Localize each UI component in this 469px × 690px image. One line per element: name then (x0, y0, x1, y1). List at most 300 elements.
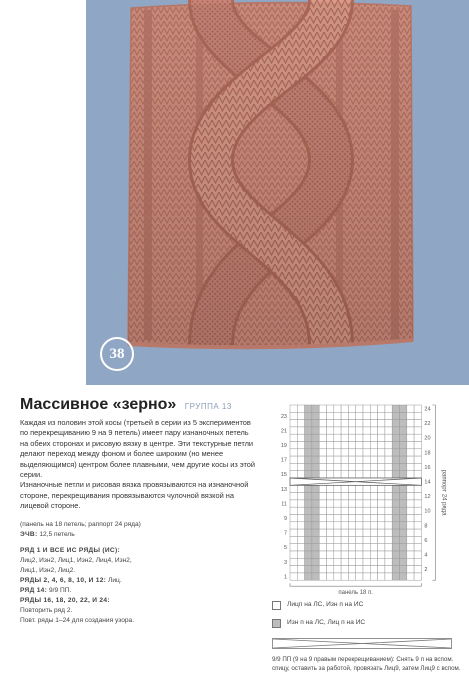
chart-cell (370, 485, 377, 492)
chart-cell (348, 529, 355, 536)
chart-cell (348, 485, 355, 492)
chart-cell (334, 522, 341, 529)
row-number-right: 18 (424, 450, 431, 457)
chart-cell (414, 544, 421, 551)
chart-cell (297, 412, 304, 419)
chart-cell (312, 463, 319, 470)
purl-symbol (272, 619, 281, 628)
chart-cell (305, 485, 312, 492)
chart-cell (341, 529, 348, 536)
chart-cell (356, 500, 363, 507)
chart-cell (400, 515, 407, 522)
row-number-right: 12 (424, 494, 431, 501)
chart-cell (327, 529, 334, 536)
chart-cell (385, 412, 392, 419)
chart-cell (334, 507, 341, 514)
chart-cell (290, 500, 297, 507)
chart-cell (348, 463, 355, 470)
chart-cell (385, 536, 392, 543)
chart-cell (378, 500, 385, 507)
chart-cell (341, 558, 348, 565)
chart-cell (348, 522, 355, 529)
chart-cell (385, 434, 392, 441)
chart-cell (341, 485, 348, 492)
chart-cell (305, 500, 312, 507)
chart-cell (392, 420, 399, 427)
chart-cell (363, 405, 370, 412)
cross-text: Снять 9 п на вспом. спицу, оставить за работой, провязать Лиц9, затем Лиц9 с вспом. (272, 656, 461, 672)
chart-cell (400, 456, 407, 463)
chart-cell (341, 551, 348, 558)
chart-cell (392, 536, 399, 543)
row-number-right: 8 (424, 523, 428, 530)
rows-odd-line: Лиц2, Изн2, Лиц1, Изн2, Лиц4, Изн2, (20, 557, 132, 564)
chart-cell (312, 420, 319, 427)
chart-cell (378, 420, 385, 427)
chart-cell (378, 493, 385, 500)
knit-symbol (272, 601, 281, 610)
chart-cell (312, 515, 319, 522)
row14-value: 9/9 ПП. (48, 587, 72, 594)
chart-cell (341, 536, 348, 543)
chart-cell (290, 515, 297, 522)
row-number-left: 9 (283, 516, 287, 522)
chart-cell (341, 463, 348, 470)
chart-cell (348, 566, 355, 573)
chart-cell (385, 507, 392, 514)
chart-cell (392, 493, 399, 500)
chart-cell (378, 566, 385, 573)
chart-cell (341, 420, 348, 427)
chart-cell (327, 566, 334, 573)
row-number-right: 6 (424, 537, 428, 544)
chart-cell (312, 536, 319, 543)
chart-cell (348, 536, 355, 543)
row14-line (20, 586, 260, 596)
chart-cell (319, 493, 326, 500)
chart-cell (319, 536, 326, 543)
chart-cell (297, 442, 304, 449)
chart-cell (348, 420, 355, 427)
row-number-right: 10 (424, 508, 431, 515)
chart-cell (378, 529, 385, 536)
chart-cell (392, 522, 399, 529)
chart-cell (392, 485, 399, 492)
chart-cell (400, 485, 407, 492)
chart-cell (370, 500, 377, 507)
chart-cell (341, 493, 348, 500)
row-number-right: 22 (424, 421, 431, 428)
chart-cell (312, 551, 319, 558)
chart-cell (297, 405, 304, 412)
chart-cell (407, 427, 414, 434)
chart-cell (385, 544, 392, 551)
chart-cell (363, 573, 370, 580)
chart-cell (378, 434, 385, 441)
chart-cell (378, 551, 385, 558)
description-paragraph: Изнаночные петли и рисовая вязка провязываются на изнаночной стороне, перекрещивания провязываются чулочной вязкой на лицевой стороне. (20, 480, 249, 511)
chart-cell (305, 412, 312, 419)
chart-cell (319, 456, 326, 463)
chart-cell (400, 449, 407, 456)
chart-cell (334, 558, 341, 565)
chart-cell (400, 529, 407, 536)
chart-cell (363, 463, 370, 470)
chart-cell (378, 515, 385, 522)
chart-cell (378, 507, 385, 514)
chart-cell (319, 485, 326, 492)
chart-cell (356, 485, 363, 492)
chart-cell (385, 493, 392, 500)
chart-cell (356, 558, 363, 565)
chart-cell (363, 456, 370, 463)
chart-cell (400, 551, 407, 558)
legend-purl-label: Изн п на ЛС, Лиц п на ИС (287, 619, 366, 626)
chart-cell (341, 456, 348, 463)
chart-cell (392, 507, 399, 514)
chart-cell (363, 507, 370, 514)
chart-cell (290, 485, 297, 492)
chart-cell (363, 471, 370, 478)
chart-cell (392, 500, 399, 507)
cross-symbol (272, 638, 452, 650)
pattern-title: Массивное «зерно» (20, 396, 177, 413)
chart-cell (356, 449, 363, 456)
chart-cell (392, 434, 399, 441)
chart-cell (334, 485, 341, 492)
chart-cell (305, 573, 312, 580)
chart-cell (297, 485, 304, 492)
chart-cell (392, 544, 399, 551)
chart-cell (341, 573, 348, 580)
chart-cell (392, 449, 399, 456)
chart-cell (312, 544, 319, 551)
chart-cell (356, 427, 363, 434)
chart-cell (385, 427, 392, 434)
chart-cell (341, 471, 348, 478)
chart-cell (370, 566, 377, 573)
chart-cell (305, 515, 312, 522)
chart-cell (407, 442, 414, 449)
chart-cell (327, 427, 334, 434)
cross-title: 9/9 ПП (9 на 9 правым перекрещиванием): (272, 656, 395, 663)
chart-cell (297, 500, 304, 507)
chart-cell (327, 420, 334, 427)
row-number-right: 14 (424, 479, 431, 486)
chart-cell (407, 449, 414, 456)
chart-cell (297, 536, 304, 543)
chart-cell (370, 522, 377, 529)
chart-cell (414, 536, 421, 543)
chart-cell (400, 500, 407, 507)
chart-cell (392, 405, 399, 412)
chart-cell (414, 566, 421, 573)
chart-cell (341, 449, 348, 456)
chart-cell (319, 551, 326, 558)
rows-even-line (20, 576, 260, 586)
gauge-line (20, 530, 260, 540)
chart-cell (392, 412, 399, 419)
chart-cell (297, 493, 304, 500)
chart-cell (378, 536, 385, 543)
chart-cell (363, 529, 370, 536)
chart-cell (348, 427, 355, 434)
chart-cell (348, 544, 355, 551)
chart-cell (407, 566, 414, 573)
chart-cell (305, 551, 312, 558)
chart-cell (356, 551, 363, 558)
chart-cell (392, 515, 399, 522)
chart-cell (290, 420, 297, 427)
gauge-value: 12,5 петель (39, 531, 75, 538)
chart-cell (370, 456, 377, 463)
chart-cell (414, 493, 421, 500)
chart-cell (400, 522, 407, 529)
chart-cell (363, 566, 370, 573)
chart-cell (385, 522, 392, 529)
chart-cell (400, 573, 407, 580)
chart-cell (356, 412, 363, 419)
chart-cell (356, 493, 363, 500)
chart-cell (341, 566, 348, 573)
chart-cell (400, 434, 407, 441)
row-number-left: 21 (280, 428, 287, 435)
chart-cell (414, 558, 421, 565)
description-paragraph: Каждая из половин этой косы (третьей в серии из 5 экспериментов по перекрещиванию 9 на 9 петель) имеет пару изнаночных петель на обеих сторонах и рисовую вязку в центре. Эти текстурные петли делают переход между фоном и более широким (но менее выделяющимся) центром более плавными, чем другие косы из этой серии. (20, 418, 256, 480)
chart-cell (334, 500, 341, 507)
chart-cell (334, 449, 341, 456)
chart-cell (327, 522, 334, 529)
chart-cell (305, 405, 312, 412)
chart-cell (378, 463, 385, 470)
chart-cell (348, 471, 355, 478)
pattern-description (20, 418, 258, 512)
legend-knit-label: Лицп на ЛС, Изн п на ИС (287, 601, 364, 608)
chart-cell (363, 551, 370, 558)
chart-cell (414, 442, 421, 449)
chart-cell (327, 507, 334, 514)
chart-cell (327, 558, 334, 565)
chart-cell (297, 507, 304, 514)
chart-cell (400, 420, 407, 427)
chart-cell (400, 558, 407, 565)
chart-cell (348, 573, 355, 580)
rows-last-value: Повторить ряд 2. (20, 607, 73, 614)
chart-left-labels (281, 414, 287, 581)
chart-cell (319, 566, 326, 573)
chart-cell (348, 558, 355, 565)
chart-cell (378, 544, 385, 551)
chart-cell (363, 485, 370, 492)
chart-cell (363, 449, 370, 456)
chart-cell (297, 456, 304, 463)
chart-cell (319, 558, 326, 565)
pattern-header (20, 396, 232, 414)
chart-cell (407, 456, 414, 463)
chart-cell (327, 551, 334, 558)
chart-cell (363, 442, 370, 449)
chart-cell (414, 507, 421, 514)
chart-cell (297, 529, 304, 536)
chart-cell (334, 420, 341, 427)
chart-cell (392, 427, 399, 434)
chart-cell (385, 471, 392, 478)
chart-cell (305, 522, 312, 529)
chart-cell (378, 442, 385, 449)
chart-cell (290, 529, 297, 536)
chart-cell (348, 507, 355, 514)
chart-cell (319, 405, 326, 412)
chart-cell (334, 471, 341, 478)
chart-cell (312, 412, 319, 419)
chart-cell (305, 420, 312, 427)
chart-cell (334, 442, 341, 449)
chart-cell (414, 449, 421, 456)
chart-cell (297, 471, 304, 478)
chart-cell (370, 412, 377, 419)
chart-cell (305, 442, 312, 449)
chart-cell (327, 515, 334, 522)
chart-cell (356, 507, 363, 514)
chart-cell (385, 485, 392, 492)
chart-cell (385, 442, 392, 449)
chart-cell (414, 515, 421, 522)
chart-cell (356, 420, 363, 427)
chart-cell (400, 405, 407, 412)
chart-cell (407, 463, 414, 470)
chart-cell (305, 558, 312, 565)
chart-cell (290, 449, 297, 456)
chart-cell (290, 566, 297, 573)
chart-cell (356, 434, 363, 441)
chart-cell (305, 493, 312, 500)
chart-cell (370, 544, 377, 551)
chart-cell (370, 536, 377, 543)
chart-cell (392, 471, 399, 478)
rows-last-label: РЯДЫ 16, 18, 20, 22, И 24: (20, 597, 110, 604)
chart-cell (356, 544, 363, 551)
chart-cell (363, 500, 370, 507)
chart-cell (414, 471, 421, 478)
chart-cell (297, 434, 304, 441)
rows-even-label: РЯДЫ 2, 4, 6, 8, 10, И 12: (20, 577, 107, 584)
chart-cell (348, 434, 355, 441)
rows-even-value: Лиц. (108, 577, 122, 584)
chart-cell (414, 500, 421, 507)
chart-cell (334, 427, 341, 434)
chart-cell (407, 412, 414, 419)
chart-cell (392, 566, 399, 573)
chart-cell (407, 551, 414, 558)
chart-cell (414, 485, 421, 492)
row-number-left: 19 (280, 443, 287, 449)
cross-instruction (272, 655, 467, 673)
chart-cell (400, 463, 407, 470)
row-number-right: 16 (424, 464, 431, 471)
stitch-chart (272, 395, 462, 595)
chart-cell (363, 544, 370, 551)
row-number-left: 11 (281, 501, 287, 508)
chart-cell (370, 551, 377, 558)
chart-cell (414, 551, 421, 558)
chart-cell (327, 434, 334, 441)
row-number-left: 7 (283, 530, 287, 537)
panel-info: (панель на 18 петель; раппорт 24 ряда) (20, 521, 141, 528)
chart-cell (312, 471, 319, 478)
chart-cell (312, 493, 319, 500)
chart-cell (290, 405, 297, 412)
chart-cell (378, 427, 385, 434)
chart-cell (290, 456, 297, 463)
chart-cell (334, 493, 341, 500)
chart-cell (392, 529, 399, 536)
chart-cell (312, 456, 319, 463)
chart-cell (327, 412, 334, 419)
chart-cell (312, 558, 319, 565)
chart-cell (400, 442, 407, 449)
chart-cell (327, 449, 334, 456)
chart-cell (400, 471, 407, 478)
chart-cell (297, 551, 304, 558)
chart-cell (319, 434, 326, 441)
chart-cell (370, 507, 377, 514)
chart-cell (341, 522, 348, 529)
chart-cell (319, 522, 326, 529)
chart-cell (290, 412, 297, 419)
chart-cell (370, 434, 377, 441)
chart-cell (370, 493, 377, 500)
chart-cell (356, 529, 363, 536)
chart-cell (341, 427, 348, 434)
chart-cell (297, 427, 304, 434)
chart-cell (312, 507, 319, 514)
chart-cell (356, 522, 363, 529)
chart-cell (290, 544, 297, 551)
chart-cell (327, 493, 334, 500)
chart-cell (370, 529, 377, 536)
chart-cell (378, 471, 385, 478)
chart-cell (363, 515, 370, 522)
chart-cell (334, 412, 341, 419)
chart-cell (319, 427, 326, 434)
chart-cell (407, 485, 414, 492)
row-number-right: 4 (424, 552, 428, 559)
chart-cell (305, 507, 312, 514)
chart-cell (370, 420, 377, 427)
chart-cell (312, 449, 319, 456)
chart-cell (378, 449, 385, 456)
chart-cell (319, 442, 326, 449)
chart-cell (385, 551, 392, 558)
chart-cell (290, 536, 297, 543)
chart-cell (334, 463, 341, 470)
chart-cell (378, 412, 385, 419)
chart-cell (356, 471, 363, 478)
chart-cell (297, 566, 304, 573)
row-number-left: 13 (280, 486, 287, 493)
chart-cell (290, 471, 297, 478)
chart-cell (290, 522, 297, 529)
chart-cell (414, 463, 421, 470)
chart-cell (327, 405, 334, 412)
chart-cell (356, 536, 363, 543)
chart-cell (385, 529, 392, 536)
chart-cell (327, 442, 334, 449)
chart-cell (414, 522, 421, 529)
chart-cell (319, 515, 326, 522)
row-number-left: 15 (280, 472, 287, 479)
chart-cell (305, 427, 312, 434)
